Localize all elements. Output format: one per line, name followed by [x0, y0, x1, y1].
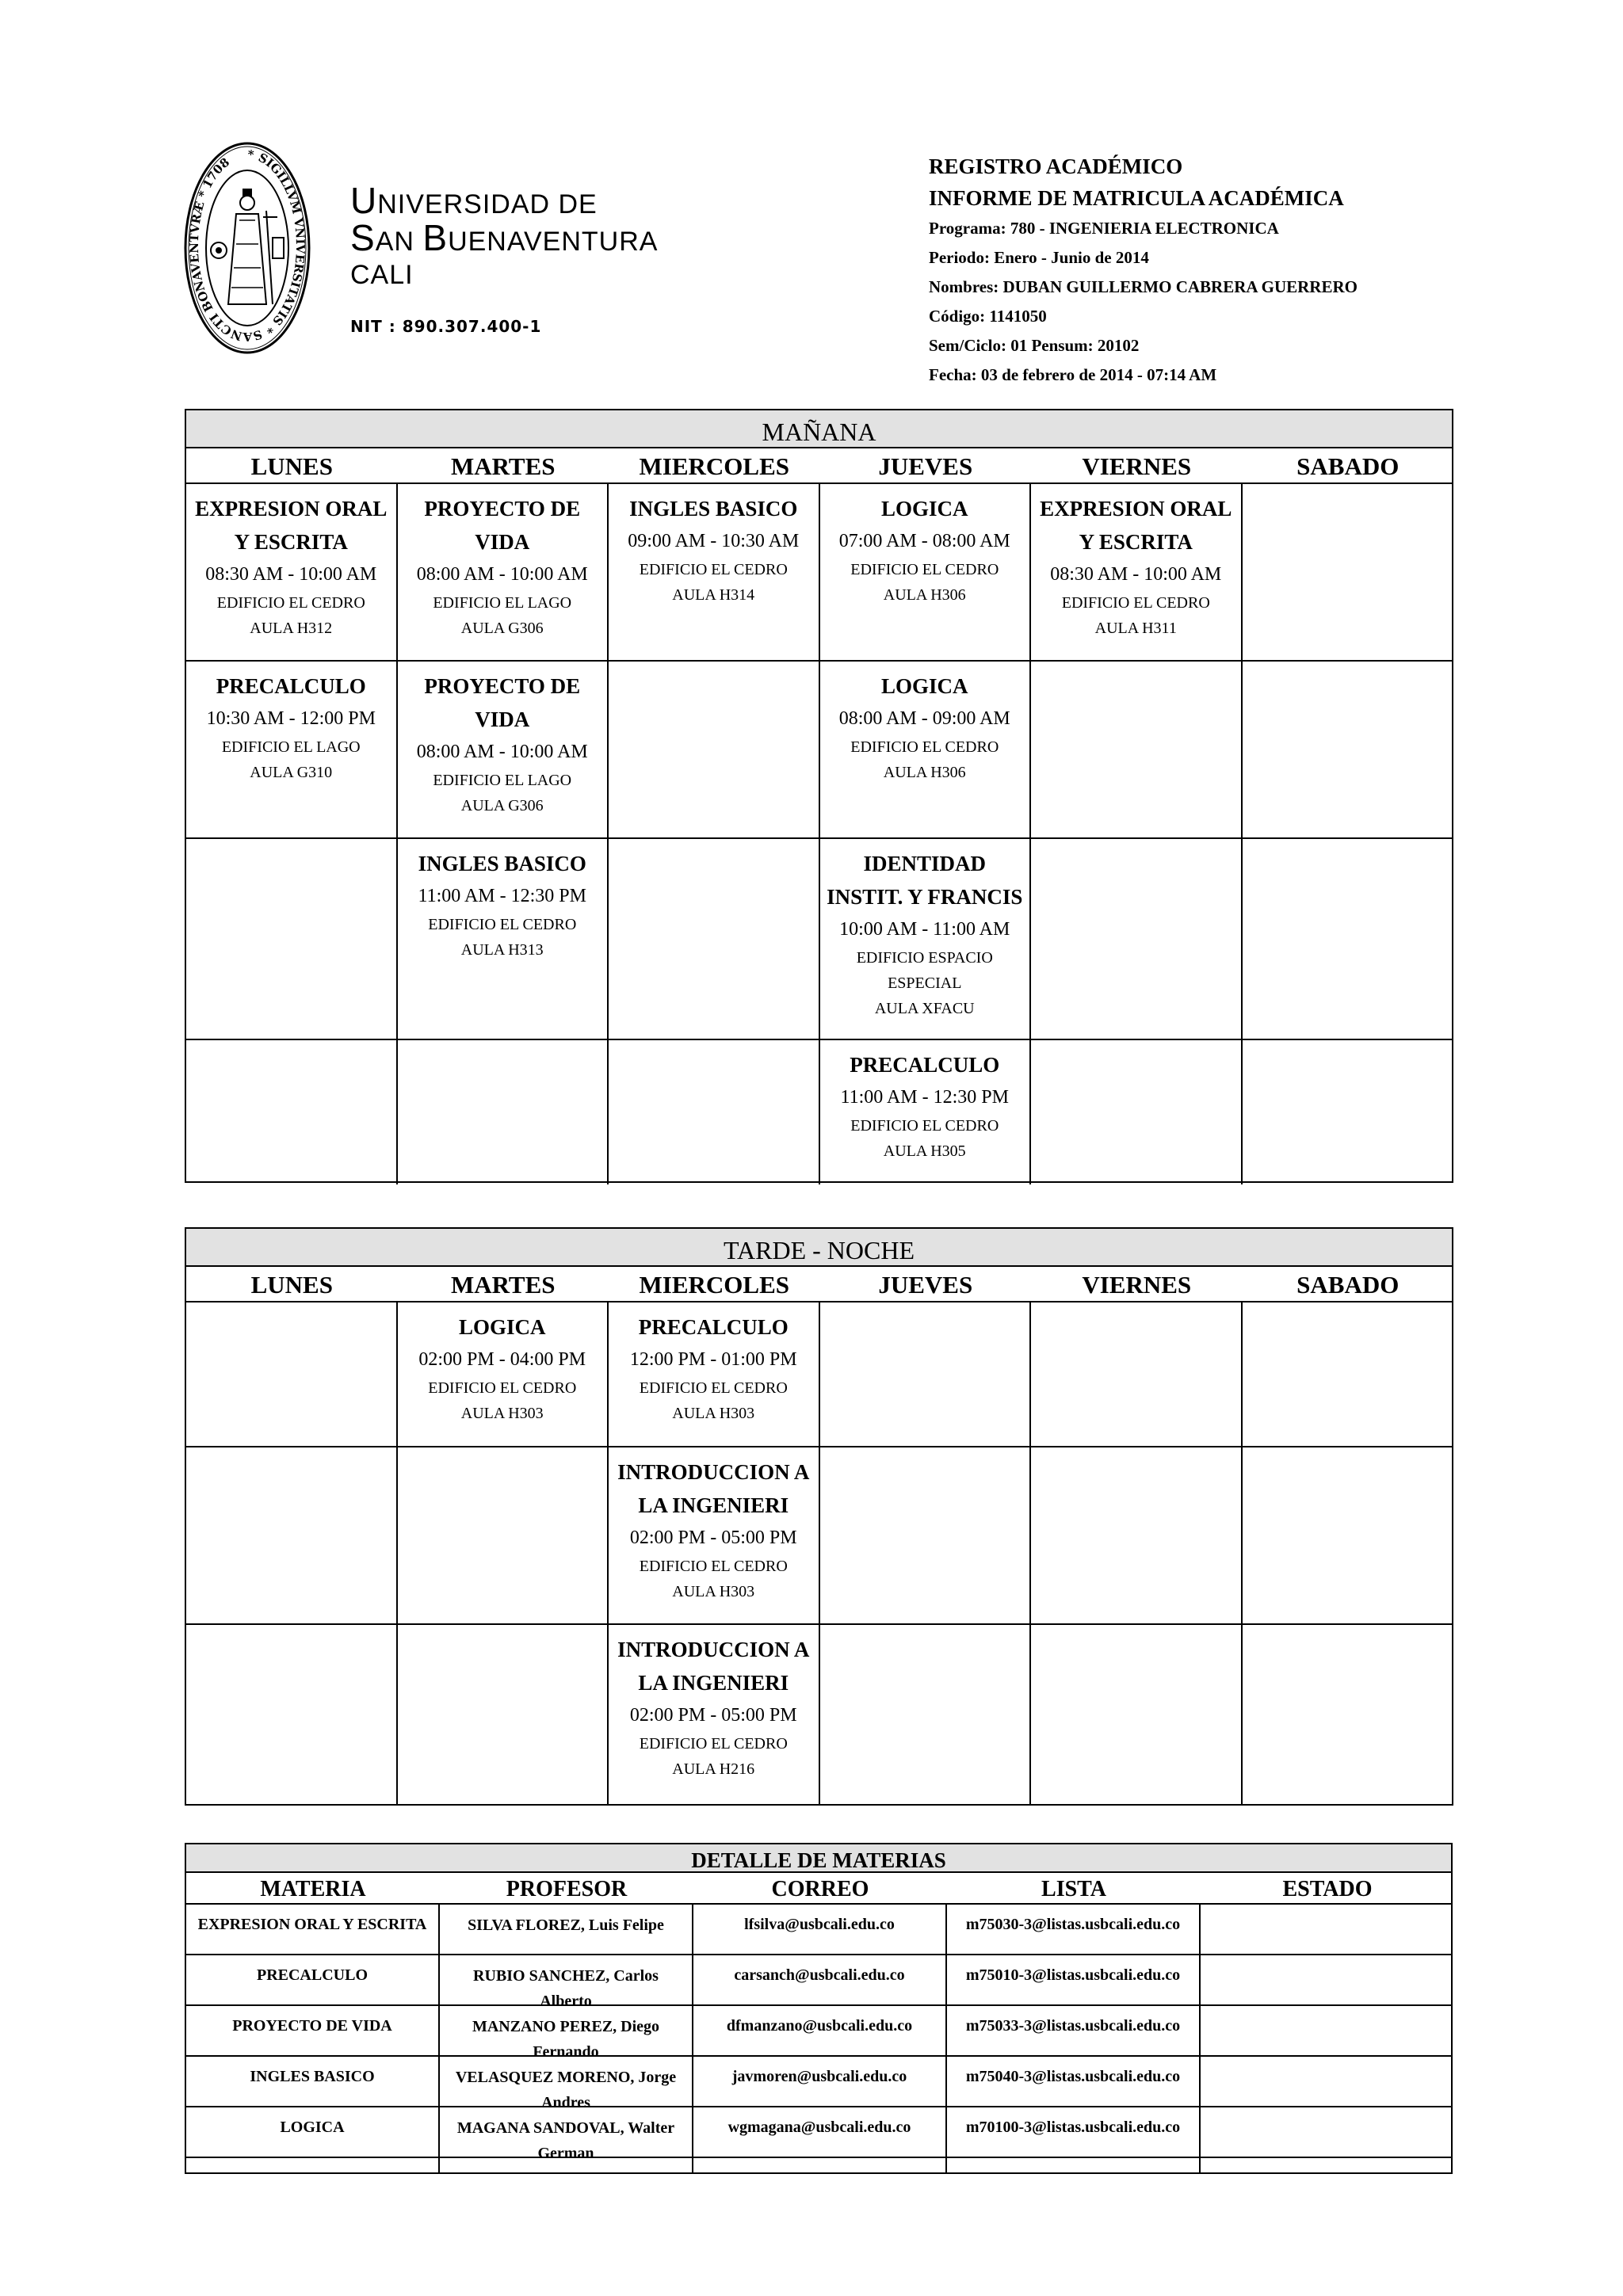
class-block [609, 1447, 820, 1623]
class-location: AULA H303 [460, 1405, 544, 1422]
class-block [398, 1302, 609, 1446]
cell-estado [1201, 2107, 1454, 2157]
periodo: Periodo: Enero - Junio de 2014 [929, 248, 1149, 267]
empty-slot [1243, 1447, 1454, 1623]
empty-slot [1031, 1040, 1243, 1184]
class-name: INTRODUCCION A [617, 1460, 810, 1484]
empty-slot [1243, 484, 1454, 660]
table-row [186, 2006, 1451, 2061]
day-header: MARTES [450, 1271, 556, 1299]
footer-cell [947, 2158, 1201, 2172]
column-header-profesor: PROFESOR [506, 1877, 628, 1901]
class-location: AULA G306 [460, 797, 544, 814]
class-location: EDIFICIO EL LAGO [221, 738, 361, 756]
codigo: Código: 1141050 [929, 307, 1047, 326]
report-subtitle: INFORME DE MATRICULA ACADÉMICA [929, 186, 1344, 210]
class-location: AULA G310 [250, 764, 333, 781]
schedule-tarde-noche [185, 1227, 1453, 1806]
class-block [609, 484, 820, 660]
cell-materia: INGLES BASICO [186, 2057, 440, 2106]
column-header-correo: CORREO [771, 1877, 869, 1901]
class-block [398, 662, 609, 837]
cell-lista[interactable]: m70100-3@listas.usbcali.edu.co [947, 2107, 1201, 2157]
class-block [820, 662, 1032, 837]
cell-estado [1201, 1905, 1454, 1954]
university-name [350, 180, 659, 292]
cell-lista[interactable]: m75033-3@listas.usbcali.edu.co [947, 2006, 1201, 2055]
empty-slot [1243, 1302, 1454, 1446]
report-title: REGISTRO ACADÉMICO [929, 154, 1183, 178]
cell-profesor: MAGANA SANDOVAL, Walter German [440, 2107, 693, 2157]
class-name: PRECALCULO [850, 1053, 1000, 1077]
class-time: 10:30 AM - 12:00 PM [206, 708, 376, 729]
cell-materia: PROYECTO DE VIDA [186, 2006, 440, 2055]
empty-slot [398, 1447, 609, 1623]
detalle-header-row [186, 1873, 1451, 1905]
schedule-row [186, 1625, 1452, 1804]
class-block [820, 839, 1032, 1039]
schedule-row [186, 1447, 1452, 1625]
cell-correo[interactable]: wgmagana@usbcali.edu.co [693, 2107, 947, 2157]
class-name: LOGICA [880, 674, 968, 698]
empty-slot [186, 1447, 398, 1623]
class-name: LOGICA [458, 1315, 546, 1339]
class-name: Y ESCRITA [1079, 530, 1193, 554]
day-header: VIERNES [1082, 452, 1192, 480]
class-name: LA INGENIERI [638, 1493, 789, 1517]
table-row [186, 2057, 1451, 2111]
empty-slot [186, 839, 398, 1039]
class-block [820, 1040, 1032, 1184]
cell-profesor: MANZANO PEREZ, Diego Fernando [440, 2006, 693, 2055]
class-name: EXPRESION ORAL [195, 497, 388, 521]
column-header-lista: LISTA [1041, 1877, 1106, 1901]
class-name: VIDA [475, 707, 530, 731]
empty-slot [186, 1625, 398, 1804]
class-block [609, 1625, 820, 1804]
empty-slot [398, 1625, 609, 1804]
class-location: AULA H216 [672, 1760, 755, 1778]
class-location: AULA H306 [883, 586, 966, 604]
cell-correo[interactable]: dfmanzano@usbcali.edu.co [693, 2006, 947, 2055]
day-header: SABADO [1296, 1271, 1400, 1299]
class-name: LOGICA [880, 497, 968, 521]
empty-slot [186, 1302, 398, 1446]
detalle-title: DETALLE DE MATERIAS [186, 1844, 1451, 1873]
class-block [820, 484, 1032, 660]
empty-slot [1031, 1302, 1243, 1446]
class-name: INGLES BASICO [418, 852, 586, 875]
schedule-tarde-rows [186, 1302, 1452, 1804]
cell-materia: PRECALCULO [186, 1955, 440, 2004]
class-time: 08:00 AM - 10:00 AM [416, 742, 588, 762]
schedule-row [186, 839, 1452, 1040]
class-location: EDIFICIO EL CEDRO [639, 1379, 788, 1397]
class-location: EDIFICIO EL CEDRO [850, 561, 999, 578]
class-time: 12:00 PM - 01:00 PM [629, 1349, 797, 1370]
day-header: LUNES [250, 452, 333, 480]
cell-lista[interactable]: m75040-3@listas.usbcali.edu.co [947, 2057, 1201, 2106]
class-time: 09:00 AM - 10:30 AM [628, 531, 800, 551]
schedule-row [186, 662, 1452, 839]
class-name: Y ESCRITA [234, 530, 348, 554]
sem-ciclo: Sem/Ciclo: 01 Pensum: 20102 [929, 336, 1140, 355]
class-location: AULA H306 [883, 764, 966, 781]
class-location: EDIFICIO EL LAGO [433, 594, 572, 612]
empty-slot [1031, 1447, 1243, 1623]
day-header: SABADO [1296, 452, 1400, 480]
column-header-materia: MATERIA [260, 1877, 366, 1901]
class-location: AULA H314 [672, 586, 755, 604]
cell-profesor: VELASQUEZ MORENO, Jorge Andres [440, 2057, 693, 2106]
class-location: AULA H303 [672, 1405, 755, 1422]
class-location: EDIFICIO EL CEDRO [639, 1735, 788, 1753]
class-name: EXPRESION ORAL [1040, 497, 1232, 521]
class-location: ESPECIAL [888, 974, 962, 992]
cell-correo[interactable]: carsanch@usbcali.edu.co [693, 1955, 947, 2004]
empty-slot [186, 1040, 398, 1184]
class-location: EDIFICIO EL CEDRO [428, 916, 577, 933]
class-name: INSTIT. Y FRANCIS [827, 885, 1023, 909]
class-name: INGLES BASICO [629, 497, 798, 521]
class-time: 11:00 AM - 12:30 PM [418, 886, 586, 906]
class-location: AULA H303 [672, 1583, 755, 1600]
class-name: PRECALCULO [216, 674, 366, 698]
class-location: EDIFICIO EL CEDRO [639, 561, 788, 578]
class-block [609, 1302, 820, 1446]
class-location: EDIFICIO EL LAGO [433, 772, 572, 789]
cell-lista[interactable]: m75010-3@listas.usbcali.edu.co [947, 1955, 1201, 2004]
cell-lista[interactable]: m75030-3@listas.usbcali.edu.co [947, 1905, 1201, 1954]
class-location: AULA XFACU [874, 1000, 975, 1017]
cell-materia: LOGICA [186, 2107, 440, 2157]
footer-cell [186, 2158, 440, 2172]
empty-slot [609, 839, 820, 1039]
day-header: JUEVES [878, 1271, 973, 1299]
class-location: EDIFICIO EL CEDRO [1061, 594, 1210, 612]
class-name: PROYECTO DE [424, 674, 581, 698]
cell-estado [1201, 2057, 1454, 2106]
schedule-row [186, 1040, 1452, 1184]
class-name: IDENTIDAD [863, 852, 987, 875]
seal-text: * SIGILLVM VNIVERSITATIS * SANCTI BONAVENTVRÆ * 1708 [186, 147, 308, 345]
class-location: AULA G306 [460, 620, 544, 637]
class-location: AULA H312 [250, 620, 333, 637]
empty-slot [609, 1040, 820, 1184]
class-name: PROYECTO DE [424, 497, 581, 521]
day-header: MIERCOLES [639, 452, 789, 480]
cell-materia: EXPRESION ORAL Y ESCRITA [186, 1905, 440, 1954]
footer-cell [440, 2158, 693, 2172]
empty-slot [1243, 839, 1454, 1039]
class-block [398, 484, 609, 660]
cell-profesor: SILVA FLOREZ, Luis Felipe [440, 1905, 693, 1954]
day-header: LUNES [250, 1271, 333, 1299]
class-name: VIDA [475, 530, 530, 554]
nit-number: NIT : 890.307.400-1 [350, 317, 542, 336]
cell-estado [1201, 2006, 1454, 2055]
programa: Programa: 780 - INGENIERIA ELECTRONICA [929, 219, 1279, 238]
report-info [929, 151, 1358, 390]
nombres: Nombres: DUBAN GUILLERMO CABRERA GUERRERO [929, 277, 1358, 296]
empty-slot [609, 662, 820, 837]
empty-slot [1031, 839, 1243, 1039]
day-header: MIERCOLES [639, 1271, 789, 1299]
schedule-manana [185, 409, 1453, 1183]
class-block [1031, 484, 1243, 660]
class-block [398, 839, 609, 1039]
class-location: AULA H311 [1094, 620, 1177, 637]
schedule-row [186, 484, 1452, 662]
class-name: LA INGENIERI [638, 1671, 789, 1695]
fecha: Fecha: 03 de febrero de 2014 - 07:14 AM [929, 365, 1217, 384]
day-header: JUEVES [878, 452, 973, 480]
schedule-manana-days [186, 448, 1452, 484]
empty-slot [1243, 1040, 1454, 1184]
class-time: 02:00 PM - 04:00 PM [418, 1349, 586, 1370]
class-time: 08:30 AM - 10:00 AM [205, 564, 377, 585]
class-time: 02:00 PM - 05:00 PM [629, 1705, 797, 1726]
university-name-line2: SAN BUENAVENTURA [350, 217, 659, 258]
class-name: PRECALCULO [638, 1315, 789, 1339]
cell-estado [1201, 1955, 1454, 2004]
day-header: VIERNES [1082, 1271, 1192, 1299]
university-city: CALI [350, 260, 414, 290]
class-time: 02:00 PM - 05:00 PM [629, 1527, 797, 1548]
table-row [186, 2107, 1451, 2162]
class-name: INTRODUCCION A [617, 1638, 810, 1661]
empty-slot [398, 1040, 609, 1184]
schedule-row [186, 1302, 1452, 1447]
class-time: 08:00 AM - 09:00 AM [838, 708, 1010, 729]
table-row [186, 1905, 1451, 1955]
day-header: MARTES [450, 452, 556, 480]
class-block [186, 484, 398, 660]
cell-correo[interactable]: lfsilva@usbcali.edu.co [693, 1905, 947, 1954]
class-time: 11:00 AM - 12:30 PM [840, 1087, 1009, 1108]
empty-slot [1031, 1625, 1243, 1804]
schedule-tarde-title: TARDE - NOCHE [186, 1229, 1452, 1267]
university-seal-logo [184, 141, 311, 355]
university-name-line1: UNIVERSIDAD DE [350, 180, 598, 221]
empty-slot [820, 1625, 1032, 1804]
class-time: 10:00 AM - 11:00 AM [839, 919, 1010, 940]
class-location: AULA H305 [883, 1142, 966, 1160]
svg-text:* SIGILLVM VNIVERSITATIS * SAN [187, 147, 307, 344]
cell-profesor: RUBIO SANCHEZ, Carlos Alberto [440, 1955, 693, 2004]
schedule-tarde-days [186, 1267, 1452, 1302]
class-location: AULA H313 [460, 941, 544, 959]
table-row [186, 1955, 1451, 2010]
detalle-materias-table [185, 1843, 1453, 2174]
class-time: 08:30 AM - 10:00 AM [1050, 564, 1222, 585]
empty-slot [1243, 1625, 1454, 1804]
schedule-manana-rows [186, 484, 1452, 1184]
class-time: 07:00 AM - 08:00 AM [838, 531, 1010, 551]
empty-slot [1243, 662, 1454, 837]
class-location: EDIFICIO EL CEDRO [850, 738, 999, 756]
class-block [186, 662, 398, 837]
cell-correo[interactable]: javmoren@usbcali.edu.co [693, 2057, 947, 2106]
empty-slot [820, 1447, 1032, 1623]
empty-slot [820, 1302, 1032, 1446]
class-time: 08:00 AM - 10:00 AM [416, 564, 588, 585]
class-location: EDIFICIO ESPACIO [856, 949, 993, 967]
footer-cell [1201, 2158, 1454, 2172]
class-location: EDIFICIO EL CEDRO [216, 594, 365, 612]
table-footer-row [186, 2158, 1451, 2172]
class-location: EDIFICIO EL CEDRO [428, 1379, 577, 1397]
column-header-estado: ESTADO [1282, 1877, 1373, 1901]
class-location: EDIFICIO EL CEDRO [850, 1117, 999, 1135]
class-location: EDIFICIO EL CEDRO [639, 1558, 788, 1575]
footer-cell [693, 2158, 947, 2172]
empty-slot [1031, 662, 1243, 837]
schedule-manana-title: MAÑANA [186, 410, 1452, 448]
